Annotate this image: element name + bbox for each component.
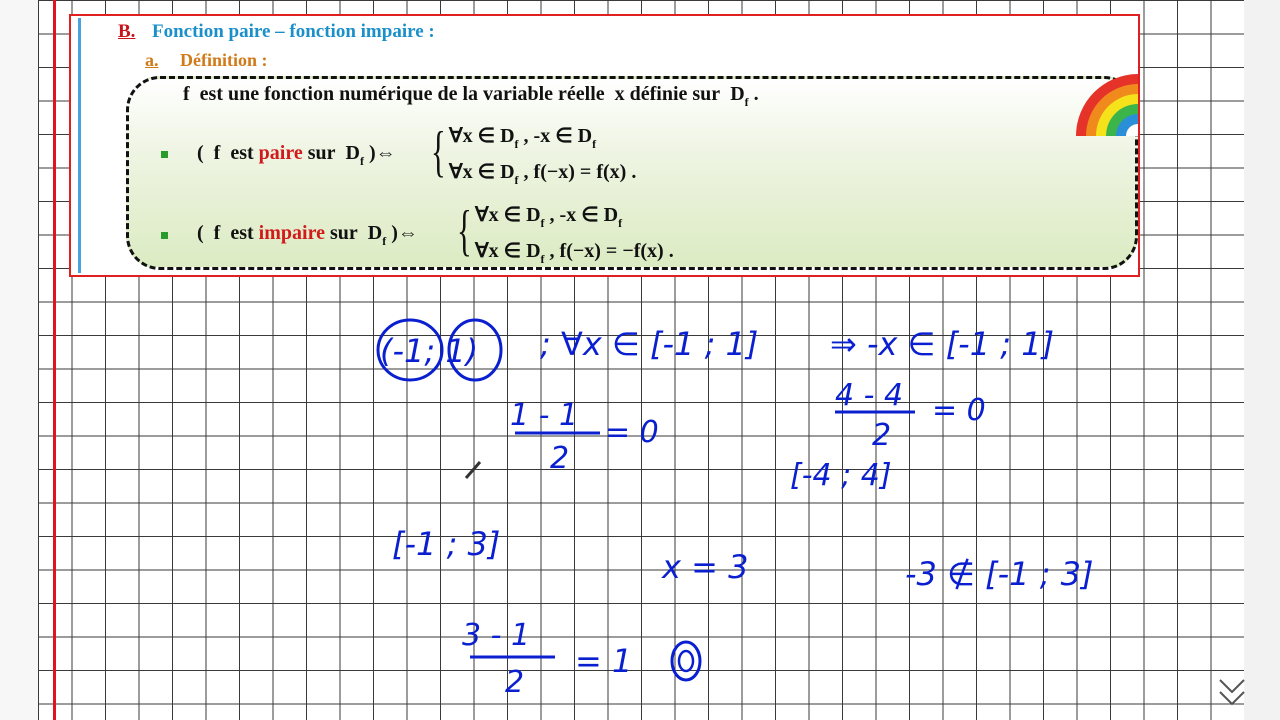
- hw-not-in: -3 ∉ [-1 ; 3]: [905, 555, 1094, 593]
- definition-intro: f est une fonction numérique de la variable réelle x définie sur $D_f$ .: [183, 83, 759, 109]
- hw-interval3: [-1 ; 3]: [392, 525, 501, 563]
- hw-interval2: [-4 ; 4]: [790, 458, 892, 493]
- hw-zero-inner: [679, 651, 693, 671]
- hw-line1-mid: ; ∀x ∈ [-1 ; 1]: [540, 325, 759, 363]
- pen-cursor-icon: [466, 462, 480, 478]
- impaire-condition: ( f est impaire sur $D_f$ )⇔: [197, 222, 418, 248]
- hw-frac2-res: = 0: [932, 393, 986, 428]
- paire-condition: ( f est paire sur $D_f$ )⇔: [197, 142, 396, 168]
- hw-frac3-num: 3 - 1: [462, 618, 531, 653]
- hw-frac2-num: 4 - 4: [835, 378, 904, 413]
- impaire-line2: ∀x ∈ $D_f$ , f(−x) = −f(x) .: [475, 240, 674, 266]
- paire-line1: ∀x ∈ $D_f$ , -x ∈ $D_f$: [449, 125, 597, 151]
- hw-line1-right: ⇒ -x ∈ [-1 ; 1]: [830, 325, 1055, 363]
- hw-frac1-res: = 0: [605, 415, 659, 450]
- impaire-line1: ∀x ∈ $D_f$ , -x ∈ $D_f$: [475, 204, 623, 230]
- brace-impaire: {: [457, 200, 472, 262]
- subsection-title: Définition :: [180, 50, 268, 70]
- hw-frac3-res: = 1: [575, 642, 633, 680]
- hw-frac3-den: 2: [505, 665, 525, 700]
- hw-line1-left: (-1; 1): [380, 332, 479, 370]
- hw-frac1-num: 1 - 1: [510, 398, 579, 433]
- subsection-letter: a.: [145, 50, 159, 70]
- brace-paire: {: [431, 121, 446, 183]
- section-title: Fonction paire – fonction impaire :: [152, 21, 435, 42]
- paire-line2: ∀x ∈ $D_f$ , f(−x) = f(x) .: [449, 161, 637, 187]
- chevron-down-icon[interactable]: [1220, 680, 1244, 704]
- section-letter: B.: [118, 21, 136, 42]
- hw-x-eq: x = 3: [662, 548, 749, 586]
- hw-frac1-den: 2: [550, 441, 570, 476]
- hw-frac2-den: 2: [872, 418, 892, 453]
- hw-zero-circle: [672, 642, 700, 680]
